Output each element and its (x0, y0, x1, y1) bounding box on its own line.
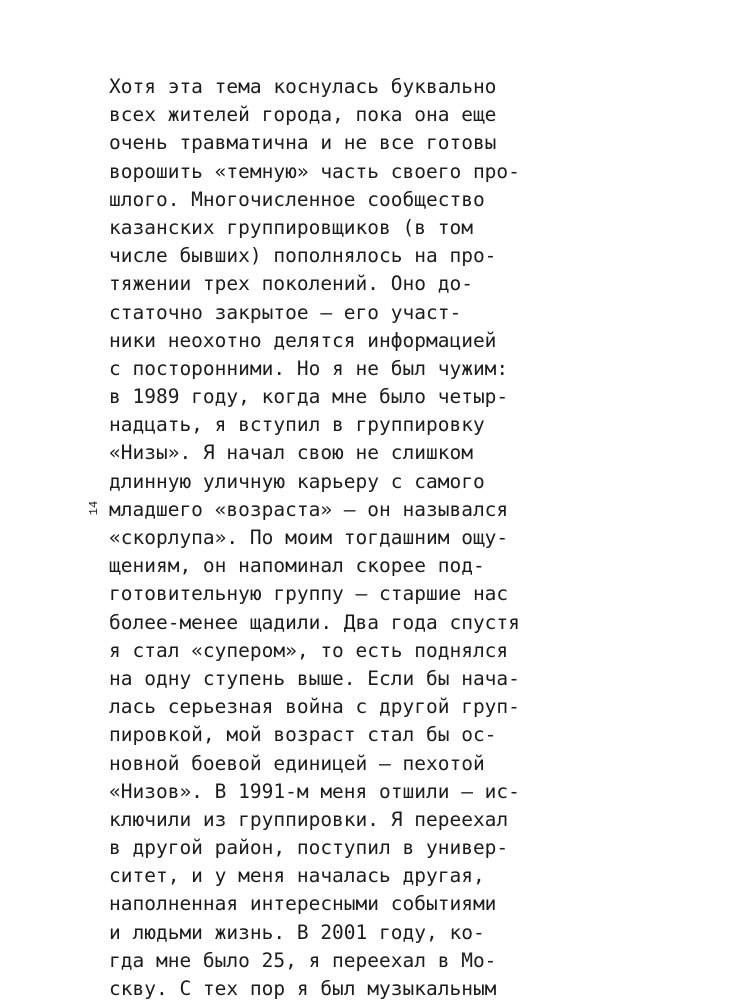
text-line: статочно закрытое — его участ- (109, 300, 462, 324)
text-line: с посторонними. Но я не был чужим: (109, 356, 509, 380)
page-number: 14 (87, 500, 101, 516)
text-line: ворошить «темную» часть своего про- (109, 159, 520, 183)
text-line: длинную уличную карьеру с самого (109, 469, 485, 493)
text-line: Хотя эта тема коснулась буквально (109, 75, 497, 98)
text-line: тяжении трех поколений. Оно до- (109, 272, 473, 296)
text-line: «скорлупа». По моим тогдашним ощу- (109, 526, 509, 549)
text-line: шлого. Многочисленное сообщество (109, 187, 485, 211)
text-line: в 1989 году, когда мне было четыр- (109, 385, 509, 409)
text-line: ситет, и у меня началась другая, (109, 864, 485, 888)
text-line: я стал «супером», то есть поднялся (109, 638, 509, 662)
text-line: щениям, он напоминал скорее под- (109, 554, 485, 578)
text-line: готовительную группу — старшие нас (109, 582, 509, 606)
text-line: в другой район, поступил в универ- (109, 836, 509, 860)
text-line: новной боевой единицей — пехотой (109, 751, 485, 775)
text-line: пировкой, мой возраст стал бы ос- (109, 723, 497, 747)
text-line: «Низов». В 1991-м меня отшили — ис- (109, 779, 520, 803)
text-line: ники неохотно делятся информацией (109, 328, 497, 352)
text-line: казанских группировщиков (в том (109, 215, 473, 239)
text-line: числе бывших) пополнялось на про- (109, 244, 497, 268)
text-line: очень травматична и не все готовы (109, 131, 497, 155)
text-line: всех жителей города, пока она еще (109, 103, 497, 127)
text-line: на одну ступень выше. Если бы нача- (109, 666, 520, 690)
text-line: ключили из группировки. Я переехал (109, 807, 509, 831)
text-line: наполненная интересными событиями (109, 892, 497, 916)
text-line: надцать, я вступил в группировку (109, 413, 485, 437)
text-line: скву. С тех пор я был музыкальным (109, 977, 497, 1000)
text-line: и людьми жизнь. В 2001 году, ко- (109, 920, 485, 944)
text-line: младшего «возраста» — он назывался (109, 497, 509, 521)
text-line: более-менее щадили. Два года спустя (109, 610, 520, 634)
text-line: «Низы». Я начал свою не слишком (109, 441, 473, 465)
text-line: гда мне было 25, я переехал в Мо- (109, 948, 497, 972)
text-line: лась серьезная война с другой груп- (109, 695, 520, 719)
body-text (109, 73, 589, 1003)
